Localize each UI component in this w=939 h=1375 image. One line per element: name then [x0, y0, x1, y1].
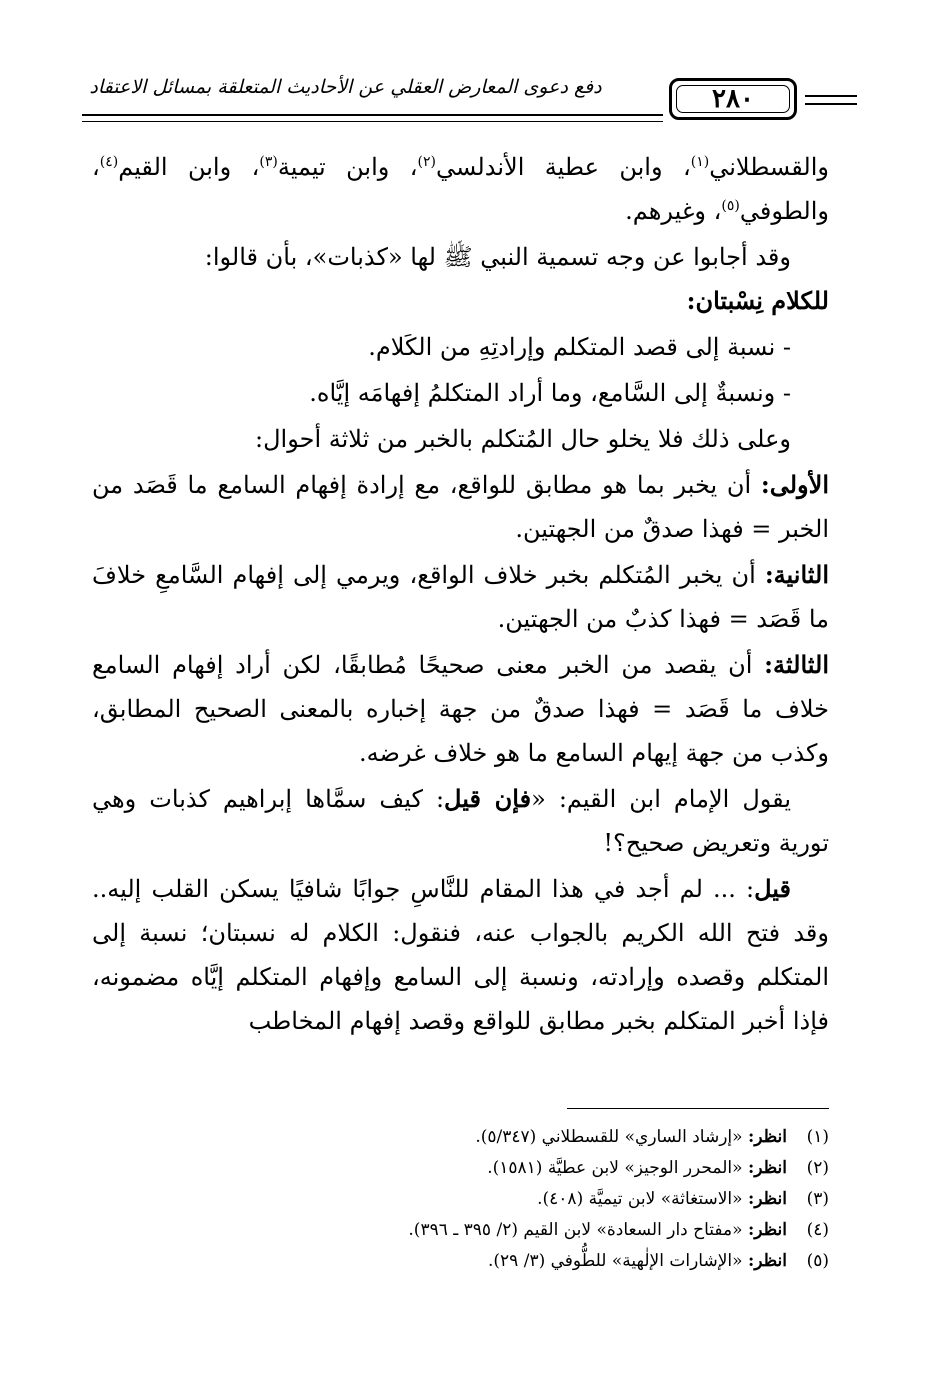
bold-phrase: للكلام نِسْبتان:	[686, 286, 829, 315]
text-run: وقد أجابوا عن وجه تسمية النبي ﷺ لها «كذبات»، بأن قالوا:	[204, 243, 791, 271]
text-run: أن يخبر بما هو مطابق للواقع، مع إرادة إفهام السامع ما قَصَد من الخبر = فهذا صدقٌ من الجهتين.	[92, 471, 829, 543]
bold-phrase: فإن قيل	[444, 784, 532, 813]
text-run: : كيف سمَّاها إبراهيم كذبات وهي تورية وتعريض صحيح؟!	[92, 785, 829, 857]
footnote-text: «المحرر الوجيز» لابن عطيَّة (١٥٨١).	[487, 1158, 748, 1178]
footnotes	[92, 1122, 829, 1277]
header-rule-right	[805, 95, 857, 105]
text-run: ، وغيرهم.	[625, 197, 722, 225]
text-run: ، وابن تيمية	[277, 153, 418, 181]
footnote-2	[92, 1153, 829, 1184]
footnote-lead: انظر:	[747, 1251, 787, 1271]
paragraph-first-state	[92, 463, 829, 551]
footnote-number: (١)	[806, 1127, 829, 1147]
text-run: أن يقصد من الخبر معنى صحيحًا مُطابقًا، لكن أراد إفهام السامع خلاف ما قَصَد = فهذا صدقٌ من جهة إخباره بالمعنى الصحيح المطابق، وكذب من جهة إيهام السامع ما هو خلاف غرضه.	[92, 651, 829, 767]
state-label: الأولى:	[760, 470, 829, 499]
footnote-number: (٤)	[806, 1220, 829, 1240]
footnote-ref-5[interactable]: (٥)	[721, 198, 740, 214]
text-run: والقسطلاني	[709, 153, 829, 181]
paragraph-second-state	[92, 553, 829, 641]
text-run: يقول الإمام ابن القيم: «	[531, 785, 791, 813]
page-number-frame	[669, 78, 797, 120]
paragraph-reply	[92, 867, 829, 1043]
footnote-5	[92, 1246, 829, 1277]
text-run: أن يخبر المُتكلم بخبر خلاف الواقع، ويرمي إلى إفهام السَّامعِ خلافَ ما قَصَد = فهذا كذبٌ من الجهتين.	[92, 561, 829, 633]
footnote-number: (٣)	[806, 1189, 829, 1209]
state-label: الثالثة:	[764, 650, 829, 679]
paragraph-states: وعلى ذلك فلا يخلو حال المُتكلم بالخبر من ثلاثة أحوال:	[255, 425, 791, 453]
footnote-4	[92, 1215, 829, 1246]
footnote-number: (٥)	[806, 1251, 829, 1271]
header-rule	[82, 114, 663, 122]
footnote-1	[92, 1122, 829, 1153]
footnote-text: «الإشارات الإلٰهية» للطُّوفي (٣/ ٢٩).	[488, 1251, 748, 1271]
paragraph-scholars	[92, 145, 829, 233]
paragraph-quote	[92, 777, 829, 865]
text-run: : ... لم أجد في هذا المقام للنَّاسِ جوابًا شافيًا يسكن القلب إليه.. وقد فتح الله الكريم بالجواب عنه، فنقول: الكلام له نسبتان؛ نسبة إلى المتكلم وقصده وإرادته، ونسبة إلى السامع وإفهام المتكلم إيَّاه مضمونه، فإذا أخبر المتكلم بخبر مطابق للواقع وقصد إفهام المخاطب	[92, 875, 829, 1035]
paragraph-answer	[92, 235, 829, 323]
footnote-text: «مفتاح دار السعادة» لابن القيم (٢/ ٣٩٥ ـ ٣٩٦).	[408, 1220, 748, 1240]
bold-phrase: قيل	[754, 874, 791, 903]
main-text	[92, 145, 829, 1045]
footnote-lead: انظر:	[747, 1158, 787, 1178]
text-run: ، والطوفي	[92, 153, 829, 225]
footnote-3	[92, 1184, 829, 1215]
page-number: ٢٨٠	[712, 84, 754, 114]
footnote-separator	[567, 1108, 829, 1109]
footnote-lead: انظر:	[747, 1127, 787, 1147]
bullet-item-1: - نسبة إلى قصد المتكلم وإرادتِهِ من الكَلام.	[368, 333, 791, 361]
footnote-ref-1[interactable]: (١)	[690, 154, 710, 170]
running-title: دفع دعوى المعارض العقلي عن الأحاديث المتعلقة بمسائل الاعتقاد	[89, 76, 602, 98]
text-run: ، وابن القيم	[118, 153, 260, 181]
page-header	[82, 68, 829, 132]
paragraph-third-state	[92, 643, 829, 775]
footnote-lead: انظر:	[747, 1189, 787, 1209]
footnote-ref-3[interactable]: (٣)	[259, 154, 278, 170]
footnote-ref-2[interactable]: (٢)	[417, 154, 437, 170]
footnote-lead: انظر:	[747, 1220, 787, 1240]
footnote-text: «الاستغاثة» لابن تيميَّة (٤٠٨).	[537, 1189, 748, 1209]
text-run: ، وابن عطية الأندلسي	[436, 153, 691, 181]
state-label: الثانية:	[764, 560, 829, 589]
footnote-text: «إرشاد الساري» للقسطلاني (٥/٣٤٧).	[475, 1127, 748, 1147]
footnote-ref-4[interactable]: (٤)	[99, 154, 119, 170]
bullet-item-2: - ونسبةٌ إلى السَّامع، وما أراد المتكلمُ إفهامَه إيَّاه.	[309, 379, 791, 407]
footnote-number: (٢)	[806, 1158, 829, 1178]
